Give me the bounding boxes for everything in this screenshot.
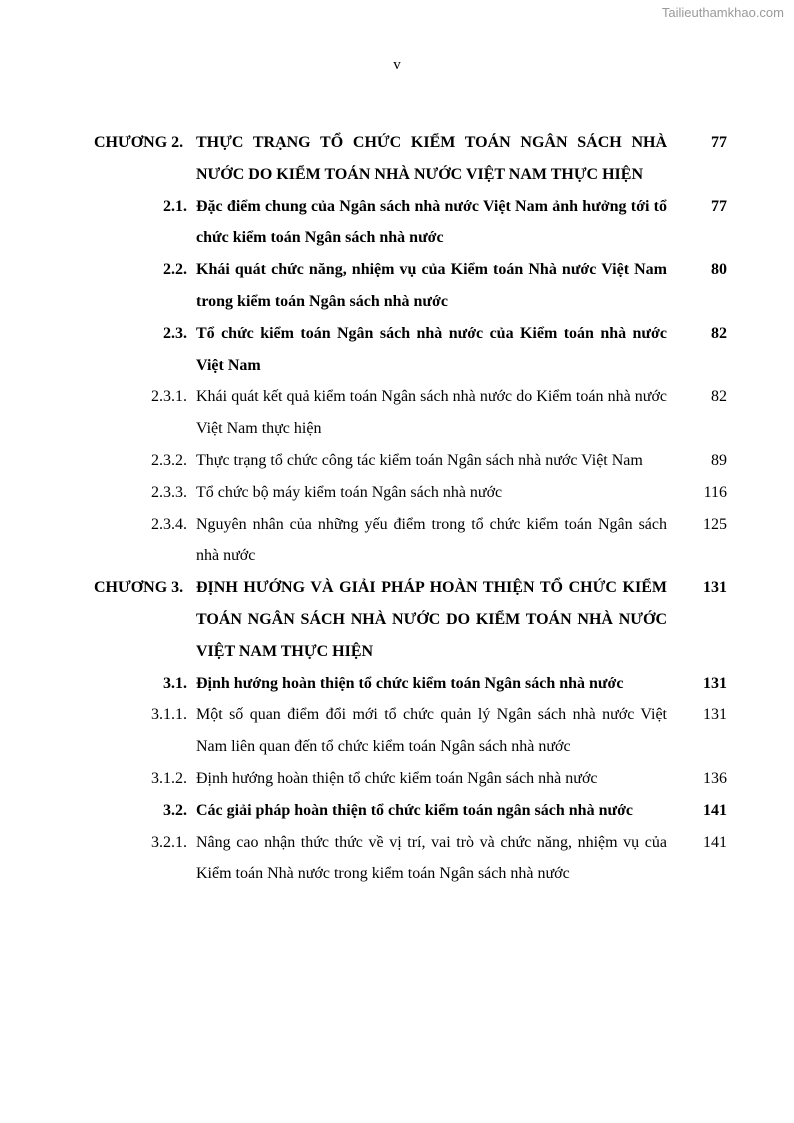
toc-entry-title: Định hướng hoàn thiện tổ chức kiểm toán Ngân sách nhà nước [196, 674, 624, 692]
toc-entry-title: THỰC TRẠNG TỔ CHỨC KIỂM TOÁN NGÂN SÁCH NHÀ NƯỚC DO KIỂM TOÁN NHÀ NƯỚC VIỆT NAM THỰC HIỆN [196, 134, 667, 183]
toc-entry-page: 136 [703, 769, 727, 787]
toc-entry[interactable] [90, 254, 730, 318]
toc-entry-page: 82 [711, 324, 727, 342]
toc-entry-number: 2.3.3. [151, 483, 187, 501]
toc-entry-page: 141 [703, 801, 727, 819]
toc-entry[interactable] [90, 763, 730, 795]
toc-entry-page: 141 [703, 833, 727, 851]
toc-entry-number: 3.2. [163, 801, 187, 819]
toc-entry-number: 3.1.1. [151, 706, 187, 724]
toc-entry-title: Đặc điểm chung của Ngân sách nhà nước Việt Nam ảnh hưởng tới tổ chức kiểm toán Ngân sách nhà nước [196, 197, 667, 247]
toc-entry-page: 82 [711, 388, 727, 406]
toc-entry-page: 125 [703, 515, 727, 533]
toc-entry-page: 80 [711, 261, 727, 279]
toc-entry[interactable] [90, 509, 730, 573]
toc-entry-number: CHƯƠNG 2. [94, 134, 184, 151]
toc-entry[interactable] [90, 445, 730, 477]
toc-entry[interactable] [90, 127, 730, 191]
toc-entry-page: 77 [711, 134, 727, 151]
toc-entry-title: Khái quát chức năng, nhiệm vụ của Kiểm toán Nhà nước Việt Nam trong kiểm toán Ngân sách nhà nước [196, 261, 667, 310]
toc-entry[interactable] [90, 477, 730, 509]
page-number: v [393, 57, 401, 73]
toc-entry-number: 2.3. [163, 324, 187, 342]
toc-entry-page: 77 [711, 197, 727, 215]
toc-entry-title: Thực trạng tổ chức công tác kiểm toán Ngân sách nhà nước Việt Nam [196, 451, 643, 469]
toc-entry[interactable] [90, 191, 730, 255]
toc-entry[interactable] [90, 827, 730, 891]
toc-entry-title: Khái quát kết quả kiểm toán Ngân sách nhà nước do Kiểm toán nhà nước Việt Nam thực hiện [196, 388, 667, 438]
toc-entry[interactable] [90, 668, 730, 700]
toc-entry[interactable] [90, 572, 730, 667]
table-of-contents [90, 127, 730, 890]
toc-entry-number: 3.1.2. [151, 769, 187, 787]
toc-entry-page: 116 [703, 483, 727, 501]
toc-entry-title: Nguyên nhân của những yếu điểm trong tổ chức kiểm toán Ngân sách nhà nước [196, 515, 667, 565]
toc-entry-page: 131 [703, 674, 727, 692]
toc-entry-title: Một số quan điểm đổi mới tổ chức quản lý Ngân sách nhà nước Việt Nam liên quan đến tổ chức kiểm toán Ngân sách nhà nước [196, 706, 667, 756]
toc-entry-title: Nâng cao nhận thức thức về vị trí, vai trò và chức năng, nhiệm vụ của Kiểm toán Nhà nước trong kiểm toán Ngân sách nhà nước [196, 833, 667, 883]
toc-entry-number: 2.1. [163, 197, 187, 215]
toc-entry-page: 89 [711, 451, 727, 469]
toc-entry-number: 3.1. [163, 674, 187, 692]
toc-entry-number: 2.3.1. [151, 388, 187, 406]
toc-entry-page: 131 [703, 579, 727, 597]
toc-entry[interactable] [90, 318, 730, 382]
toc-entry[interactable] [90, 381, 730, 445]
toc-entry-number: 2.3.4. [151, 515, 187, 533]
toc-entry[interactable] [90, 795, 730, 827]
toc-entry-title: Định hướng hoàn thiện tổ chức kiểm toán Ngân sách nhà nước [196, 769, 598, 787]
toc-entry-title: Tổ chức bộ máy kiểm toán Ngân sách nhà nước [196, 483, 503, 501]
toc-entry-title: Tổ chức kiểm toán Ngân sách nhà nước của Kiểm toán nhà nước Việt Nam [196, 324, 667, 374]
toc-entry-title: ĐỊNH HƯỚNG VÀ GIẢI PHÁP HOÀN THIỆN TỔ CHỨC KIỂM TOÁN NGÂN SÁCH NHÀ NƯỚC DO KIỂM TOÁN NHÀ NƯỚC VIỆT NAM THỰC HIỆN [196, 579, 667, 660]
toc-entry[interactable] [90, 699, 730, 763]
toc-entry-number: 2.3.2. [151, 451, 187, 469]
toc-entry-number: CHƯƠNG 3. [94, 579, 184, 597]
toc-entry-number: 3.2.1. [151, 833, 187, 851]
watermark: Tailieuthamkhao.com [661, 5, 784, 20]
toc-entry-number: 2.2. [163, 261, 187, 279]
toc-entry-title: Các giải pháp hoàn thiện tổ chức kiểm toán ngân sách nhà nước [196, 801, 634, 819]
toc-entry-page: 131 [703, 706, 727, 724]
